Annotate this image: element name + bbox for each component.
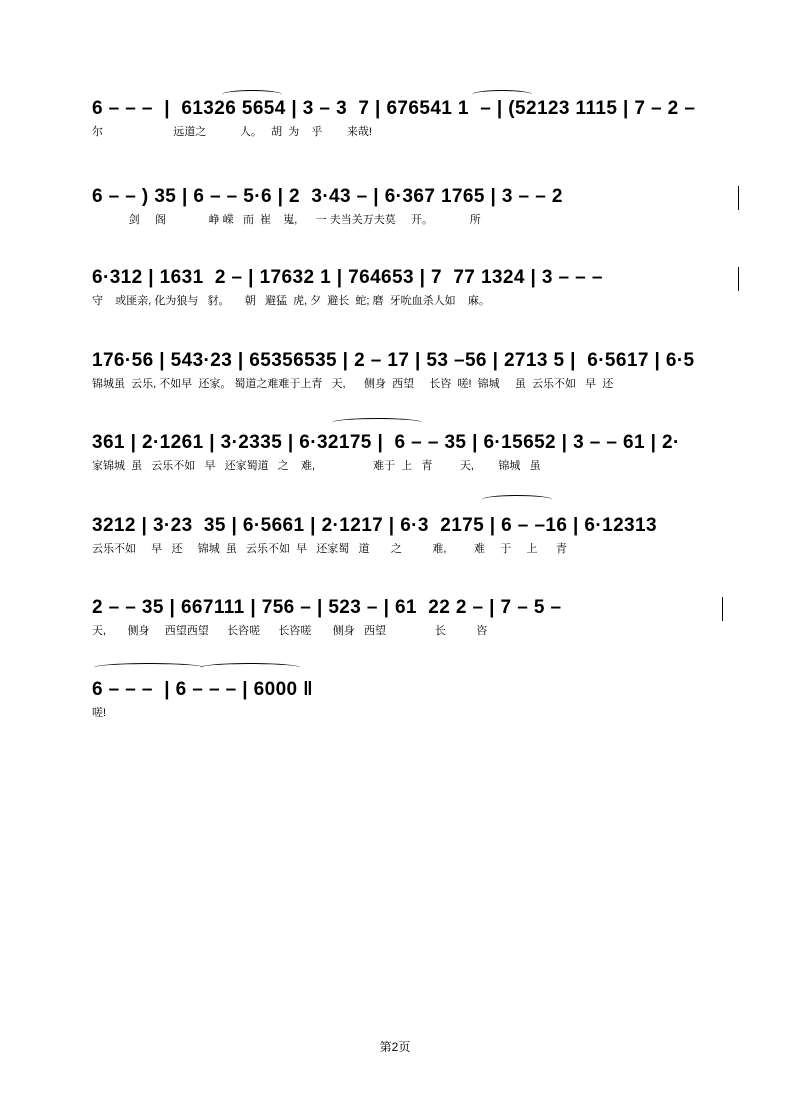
slur (94, 663, 204, 672)
notation-line-3: 6·312 | 1631 2 – | 17632 1 | 764653 | 7 77 1324 | 3 – – – (92, 267, 603, 288)
notation-line-6: 3212 | 3·23 35 | 6·5661 | 2·1217 | 6·3 2175 | 6 – –16 | 6·12313 (92, 515, 657, 536)
page-number: 第2页 (379, 1040, 411, 1054)
slur (222, 90, 282, 99)
lyrics-line-6: 云乐不如 早 还 锦城 虽 云乐不如 早 还家蜀 道 之 难, 难 于 上 青 (92, 543, 567, 555)
notation-line-5: 361 | 2·1261 | 3·2335 | 6·32175 | 6 – – 35 | 6·15652 | 3 – – 61 | 2· (92, 432, 680, 453)
notation-line-4: 176·56 | 543·23 | 65356535 | 2 – 17 | 53 –56 | 2713 5 | 6·5617 | 6·5 (92, 350, 695, 371)
lyrics-line-5: 家锦城 虽 云乐不如 早 还家蜀道 之 难, 难于 上 青 天, 锦城 虽 (92, 460, 541, 472)
lyrics-line-4: 锦城虽 云乐, 不如早 还家。 蜀道之难难于上青 天, 侧身 西望 长咨 嗟! 锦城 虽 云乐不如 早 还 (92, 378, 614, 390)
lyrics-line-3: 守 或匪亲, 化为狼与 豺。 朝 避猛 虎, 夕 避长 蛇; 磨 牙吮血杀人如 麻。 (92, 295, 490, 307)
slur (482, 495, 552, 504)
barline (738, 186, 739, 210)
lyrics-line-7: 天, 侧身 西望西望 长咨嗟 长咨嗟 侧身 西望 长 咨 (92, 625, 488, 637)
lyrics-line-1: 尔 远道之 人。 胡 为 乎 来哉! (92, 126, 372, 138)
barline (738, 267, 739, 291)
notation-line-1: 6 – – – | 61326 5654 | 3 – 3 7 | 676541 1 – | (52123 1115 | 7 – 2 – (92, 98, 696, 119)
notation-line-2: 6 – – ) 35 | 6 – – 5·6 | 2 3·43 – | 6·367 1765 | 3 – – 2 (92, 186, 563, 207)
slur (200, 663, 300, 672)
slur (332, 418, 422, 427)
lyrics-line-2: 剑 阁 峥 嵘 而 崔 嵬, 一 夫当关万夫莫 开。 所 (92, 214, 481, 226)
lyrics-line-8: 嗟! (92, 707, 107, 719)
notation-line-7: 2 – – 35 | 667111 | 756 – | 523 – | 61 22 2 – | 7 – 5 – (92, 597, 562, 618)
barline (722, 597, 723, 621)
slur (472, 90, 532, 99)
notation-line-8: 6 – – – | 6 – – – | 6000 ‖ (92, 679, 314, 700)
